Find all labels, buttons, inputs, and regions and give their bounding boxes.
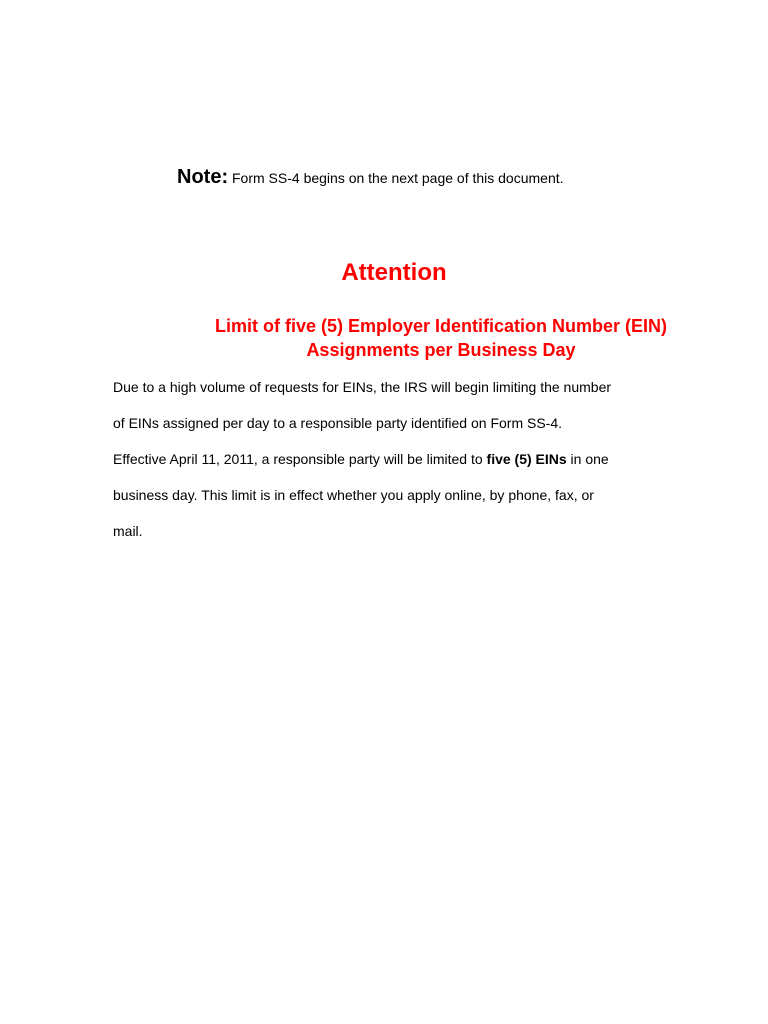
note-line bbox=[177, 163, 564, 192]
attention-heading: Attention bbox=[341, 259, 447, 286]
ein-limit-emphasis: five (5) EINs bbox=[486, 451, 567, 467]
note-label: Note: bbox=[177, 166, 229, 188]
body-line-5: mail. bbox=[113, 523, 143, 539]
limit-subtitle-line1: Limit of five (5) Employer Identification Number (EIN) bbox=[214, 316, 668, 336]
body-line-2: of EINs assigned per day to a responsible party identified on Form SS-4. bbox=[113, 415, 563, 431]
limit-subtitle-line2: Assignments per Business Day bbox=[306, 340, 576, 360]
body-line-3-end: in one bbox=[566, 451, 609, 467]
body-line-4: business day. This limit is in effect whether you apply online, by phone, fax, or bbox=[113, 487, 594, 503]
body-line-3-start: Effective April 11, 2011, a responsible party will be limited to bbox=[113, 451, 487, 467]
body-line-3 bbox=[113, 450, 609, 468]
limit-subtitle bbox=[113, 314, 768, 362]
note-text: Form SS-4 begins on the next page of this document. bbox=[228, 170, 564, 186]
body-line-1: Due to a high volume of requests for EINs, the IRS will begin limiting the number bbox=[113, 379, 612, 395]
